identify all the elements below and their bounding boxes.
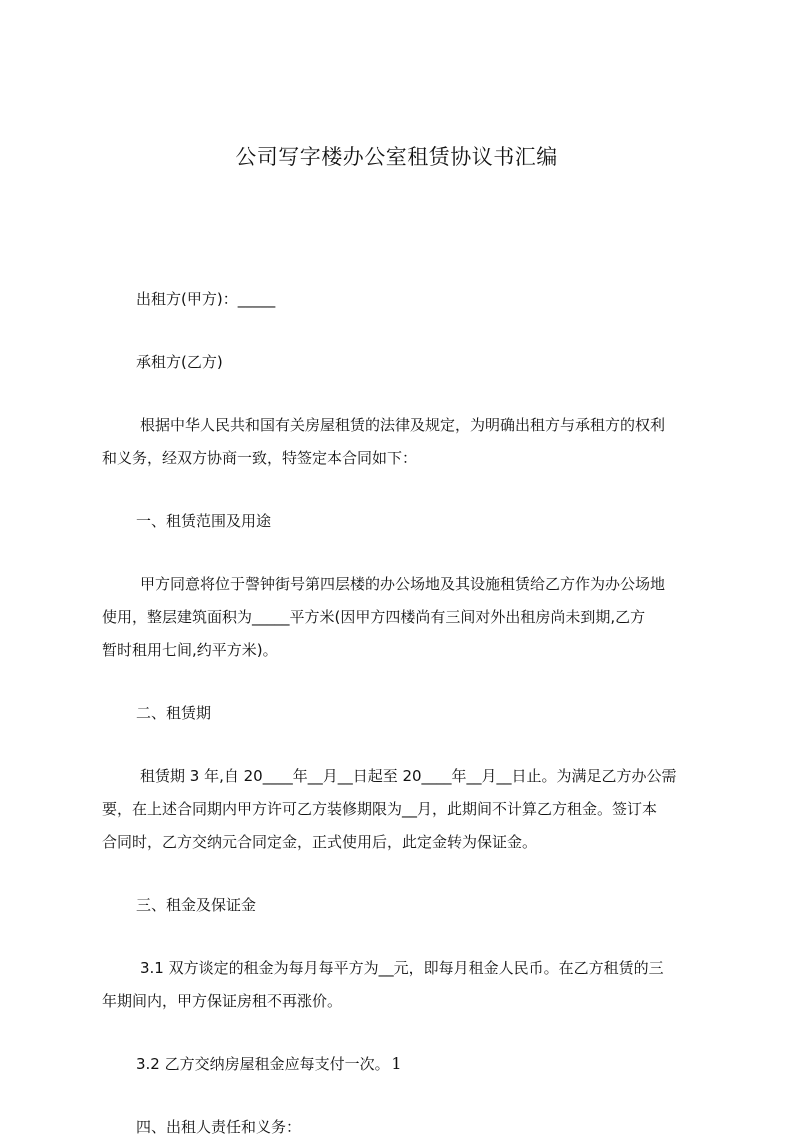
lessor-line: 出租方(甲方)：_____ <box>136 290 276 308</box>
intro-paragraph-line: 根据中华人民共和国有关房屋租赁的法律及规定，为明确出租方与承租方的权利 <box>140 416 666 434</box>
section1-paragraph-line: 甲方同意将位于謦钟街号第四层楼的办公场地及其设施租赁给乙方作为办公场地 <box>140 575 666 593</box>
intro-paragraph-line: 和义务，经双方协商一致，特签定本合同如下： <box>102 449 418 467</box>
section-heading-term: 二、租赁期 <box>136 704 212 722</box>
section2-paragraph-line: 要，在上述合同期内甲方许可乙方装修期限为__月，此期间不计算乙方租金。签订本 <box>102 800 658 818</box>
section3-2-line: 3.2 乙方交纳房屋租金应每支付一次。 <box>136 1055 390 1073</box>
document-body <box>102 283 712 1144</box>
section2-paragraph-line: 合同时，乙方交纳元合同定金，正式使用后，此定金转为保证金。 <box>102 833 538 851</box>
document-title: 公司写字楼办公室租赁协议书汇编 <box>235 145 558 169</box>
section1-paragraph-line: 暂时租用七间,约平方米)。 <box>102 641 278 659</box>
section2-paragraph-line: 租赁期 3 年,自 20____年__月__日起至 20____年__月__日止。为满足乙方办公需 <box>140 767 677 785</box>
section-heading-rent: 三、租金及保证金 <box>136 896 257 914</box>
section1-paragraph-line: 使用，整层建筑面积为_____平方米(因甲方四楼尚有三间对外出租房尚未到期,乙方 <box>102 608 646 626</box>
lessee-line: 承租方(乙方) <box>136 353 223 371</box>
section-heading-lessor-duties: 四、出租人责任和义务： <box>136 1118 302 1136</box>
section3-paragraph-line: 年期间内，甲方保证房租不再涨价。 <box>102 992 343 1010</box>
section-heading-scope: 一、租赁范围及用途 <box>136 512 272 530</box>
page-number: 1 <box>391 1054 402 1073</box>
section3-paragraph-line: 3.1 双方谈定的租金为每月每平方为__元，即每月租金人民币。在乙方租赁的三 <box>140 959 664 977</box>
